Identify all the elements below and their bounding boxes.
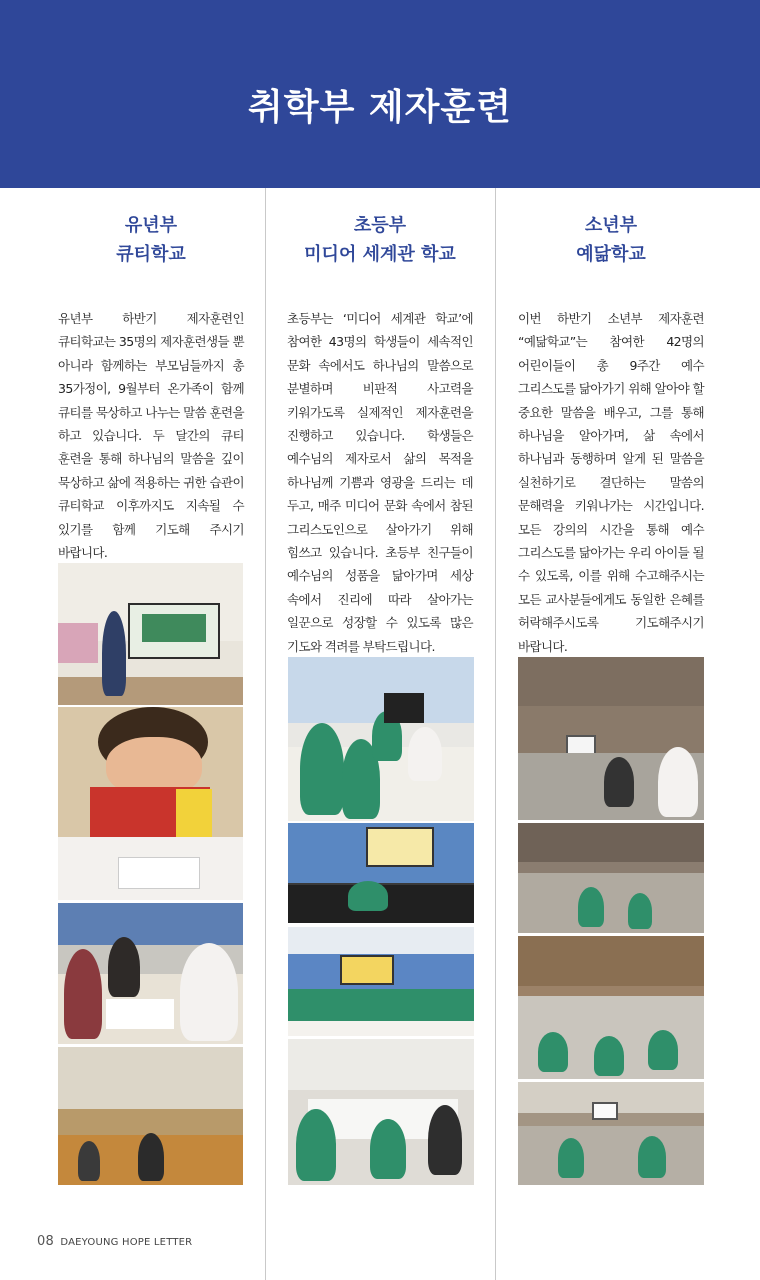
- column-body-text: 이번 하반기 소년부 제자훈련 “예닮학교”는 참여한 42명의 어린이들이 총 9주간 예수 그리스도를 닮아가기 위해 알아야 할 중요한 말씀을 배우고, 그를 통해 하나님을 알아가며, 삶 속에서 하나님과 동행하며 알게 된 말씀을 실천하기로 결단하는 말씀의 문해력을 키워나가는 시간입니다. 모든 강의의 시간을 통해 예수 그리스도를 닮아가는 우리 아이들 될 수 있도록, 이를 위해 수고해주시는 모든 교사분들에게도 동일한 은혜를 허락해주시도록 기도해주시기 바랍니다.: [518, 311, 704, 654]
- photo-hall-lecture: [518, 657, 704, 820]
- photo-hall-wide: [518, 1082, 704, 1185]
- column-title: [287, 211, 473, 269]
- photo-students-at-tables: [288, 1039, 474, 1185]
- column-body-text: 유년부 하반기 제자훈련인 큐티학교는 35명의 제자훈련생들 뿐 아니라 함께하는 부모님들까지 총 35가정이, 9월부터 온가족이 함께 큐티를 묵상하고 나누는 말씀 훈련을 하고 있습니다. 두 달간의 큐티 훈련을 통해 하나님의 말씀을 깊이 묵상하고 삶에 적용하는 귀한 습관이 큐티학교 이후까지도 지속될 수 있기를 함께 기도해 주시기 바랍니다.: [58, 311, 244, 561]
- column-divider: [265, 188, 266, 1280]
- column-body-text: 초등부는 ‘미디어 세계관 학교’에 참여한 43명의 학생들이 세속적인 문화 속에서도 하나님의 말씀으로 분별하며 비판적 사고력을 키워가도록 실제적인 제자훈련을 진행하고 있습니다. 학생들은 예수님의 제자로서 삶의 목적을 하나님께 기쁨과 영광을 드리는 데 두고, 매주 미디어 문화 속에서 참된 그리스도인으로 살아가기 위해 힘쓰고 있습니다. 초등부 친구들이 예수님의 성품을 닮아가며 세상 속에서 진리에 따라 살아가는 일꾼으로 성장할 수 있도록 많은 기도와 격려를 부탁드립니다.: [287, 311, 473, 654]
- header-banner: [0, 0, 760, 188]
- column-title-department: 유년부: [124, 215, 178, 236]
- column-title-program: 미디어 세계관 학교: [304, 244, 456, 265]
- column-kindergarten: [58, 188, 244, 564]
- column-title: [58, 211, 244, 269]
- column-title-program: 큐티학교: [116, 244, 186, 265]
- photo-group-picture: [288, 927, 474, 1036]
- column-title-department: 초등부: [353, 215, 407, 236]
- page-number: 08: [37, 1234, 54, 1249]
- page-title: 취학부 제자훈련: [248, 86, 512, 128]
- photo-child-writing: [58, 707, 243, 900]
- page-footer: [37, 1234, 192, 1249]
- column-youth: [518, 188, 704, 658]
- publication-name: DAEYOUNG HOPE LETTER: [60, 1237, 193, 1248]
- column-elementary: [287, 188, 473, 658]
- column-divider: [495, 188, 496, 1280]
- photo-teacher-presenting: [58, 563, 243, 705]
- photo-students-classroom: [288, 657, 474, 821]
- photo-hall-classes: [518, 823, 704, 933]
- photo-presentation-screen: [288, 823, 474, 923]
- column-title: [518, 211, 704, 269]
- column-title-program: 예닮학교: [576, 244, 646, 265]
- photo-fellowship-hall: [58, 1047, 243, 1185]
- photo-hall-students-writing: [518, 936, 704, 1079]
- column-title-department: 소년부: [584, 215, 638, 236]
- photo-families-studying: [58, 903, 243, 1044]
